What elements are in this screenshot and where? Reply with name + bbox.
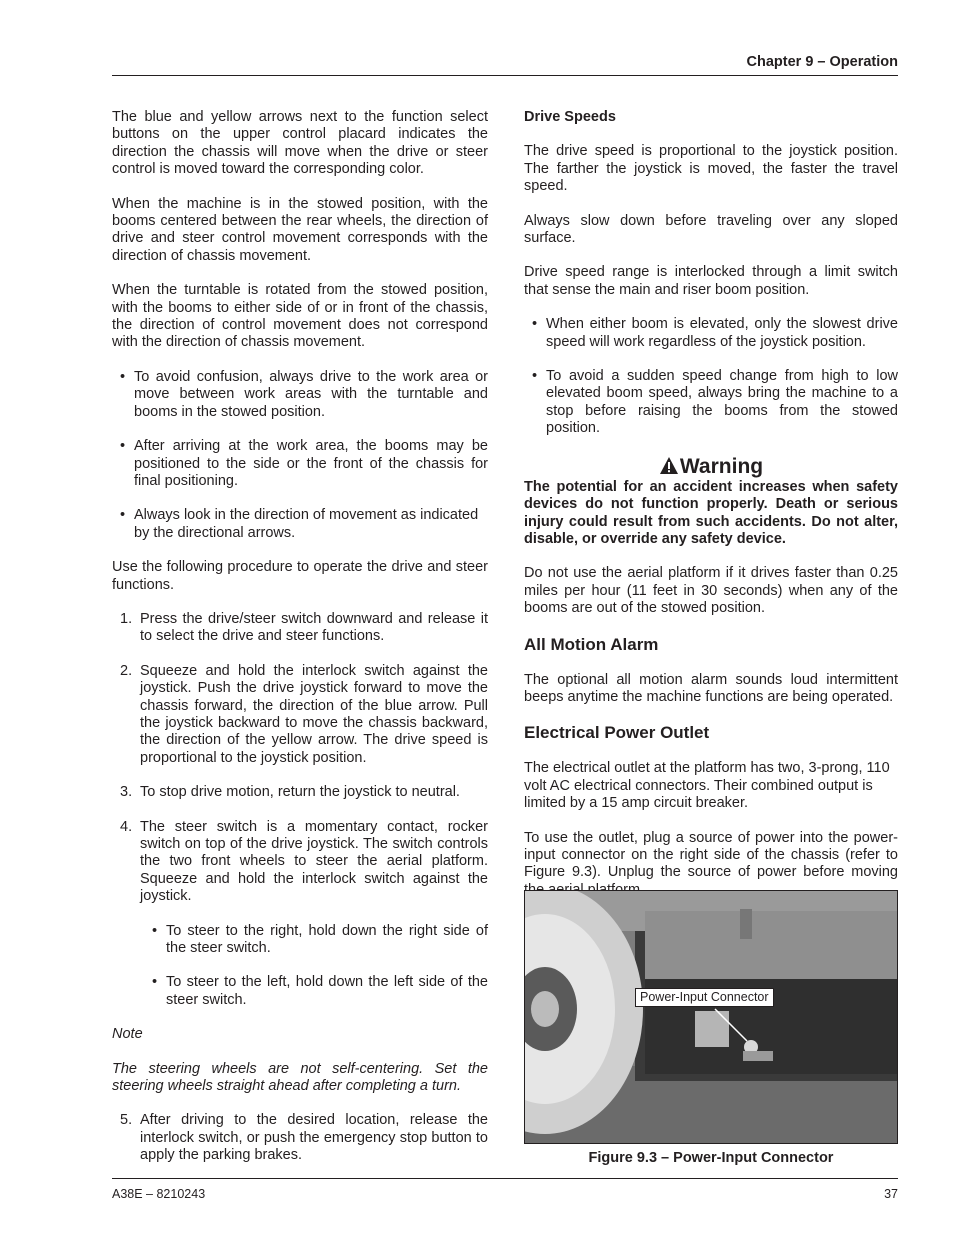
step-item: 4. The steer switch is a momentary contact, rocker switch on top of the drive joystick. The switch controls the two front wheels to steer the aerial platform. Squeeze and hold the interlock switch against the joystick.	[120, 818, 488, 905]
paragraph: The drive speed is proportional to the joystick position. The farther the joystick is moved, the faster the travel speed.	[524, 143, 898, 195]
header-rule	[112, 75, 898, 76]
note-label: Note	[112, 1026, 143, 1043]
paragraph: Do not use the aerial platform if it drives faster than 0.25 miles per hour (11 feet in 30 seconds) when any of the booms are out of the stowed position.	[524, 565, 898, 617]
sub-bullet-item: • To steer to the right, hold down the right side of the steer switch.	[152, 922, 488, 957]
paragraph: When the turntable is rotated from the stowed position, with the booms to either side of or in front of the chassis, the direction of control movement does not correspond with the direction of chassis movement.	[112, 282, 488, 351]
sub-bullet-item: • To steer to the left, hold down the left side of the steer switch.	[152, 974, 488, 1008]
bullet-item: • To avoid a sudden speed change from high to low elevated boom speed, always bring the machine to a stop before raising the booms from the stowed position.	[532, 368, 898, 437]
electrical-power-outlet-heading: Electrical Power Outlet	[524, 723, 710, 743]
step-item: 2. Squeeze and hold the interlock switch against the joystick. Push the drive joystick forward to move the chassis forward, the direction of the blue arrow. Pull the joystick backward to move the chassis backward, the direction of the yellow arrow. The drive speed is proportional to the joystick position.	[120, 662, 488, 766]
figure-caption: Figure 9.3 – Power-Input Connector	[588, 1150, 834, 1166]
step-item: 3. To stop drive motion, return the joystick to neutral.	[120, 784, 460, 801]
bullet-item: • Always look in the direction of movement as indicated by the directional arrows.	[120, 507, 479, 541]
drive-speeds-heading: Drive Speeds	[524, 109, 616, 125]
bullet-item: • After arriving at the work area, the booms may be positioned to the side or the front of the chassis for final positioning.	[120, 438, 488, 489]
bullet-item: • To avoid confusion, always drive to the work area or move between work areas with the turntable and booms in the stowed position.	[120, 368, 488, 420]
all-motion-alarm-heading: All Motion Alarm	[524, 634, 659, 654]
paragraph: When the machine is in the stowed position, with the booms centered between the rear wheels, the direction of drive and steer control movement corresponds with the direction of chassis movement.	[112, 195, 488, 264]
paragraph: The blue and yellow arrows next to the function select buttons on the upper control placard indicates the direction the chassis will move when the drive or steer control is moved toward the corresponding color.	[112, 109, 488, 178]
paragraph: Drive speed range is interlocked through a limit switch that sense the main and riser boom position.	[524, 264, 898, 298]
footer-rule	[112, 1178, 898, 1179]
warning-triangle-icon	[659, 456, 679, 475]
footer-model: A38E – 8210243	[112, 1187, 206, 1201]
paragraph: The optional all motion alarm sounds loud intermittent beeps anytime the machine functions are being operated.	[524, 671, 898, 705]
paragraph: Always slow down before traveling over any sloped surface.	[524, 212, 898, 247]
left-column	[112, 109, 488, 1182]
chapter-header: Chapter 9 – Operation	[746, 54, 898, 70]
paragraph: To use the outlet, plug a source of power into the power-input connector on the right side of the chassis (refer to Figure 9.3). Unplug the source of power before moving	[524, 829, 898, 881]
chassis-photo-illustration	[525, 891, 897, 1143]
bullet-item: • When either boom is elevated, only the slowest drive speed will work regardless of the joystick position.	[532, 316, 898, 350]
warning-text: The potential for an accident increases when safety devices do not function properly. Death or serious injury could result from such accidents. Do not alter, disable, or override any safety device.	[524, 478, 898, 547]
step-item: 1. Press the drive/steer switch downward and release it to select the drive and steer functions.	[120, 610, 488, 645]
power-input-connector-photo	[524, 890, 898, 1144]
right-column	[524, 109, 898, 916]
paragraph: The electrical outlet at the platform has two, 3-prong, 110 volt AC electrical connectors. Their combined output is limited by a 15 amp circuit breaker.	[524, 760, 890, 812]
power-input-connector-callout: Power-Input Connector	[635, 988, 774, 1007]
step-item: 5. After driving to the desired location, release the interlock switch, or push the emergency stop button to apply the parking brakes.	[120, 1112, 488, 1164]
paragraph: Use the following procedure to operate the drive and steer functions.	[112, 559, 488, 593]
note-text: The steering wheels are not self-centering. Set the steering wheels straight ahead after completing a turn.	[112, 1060, 488, 1095]
warning-heading: Warning	[524, 455, 898, 479]
page-number: 37	[884, 1187, 898, 1201]
